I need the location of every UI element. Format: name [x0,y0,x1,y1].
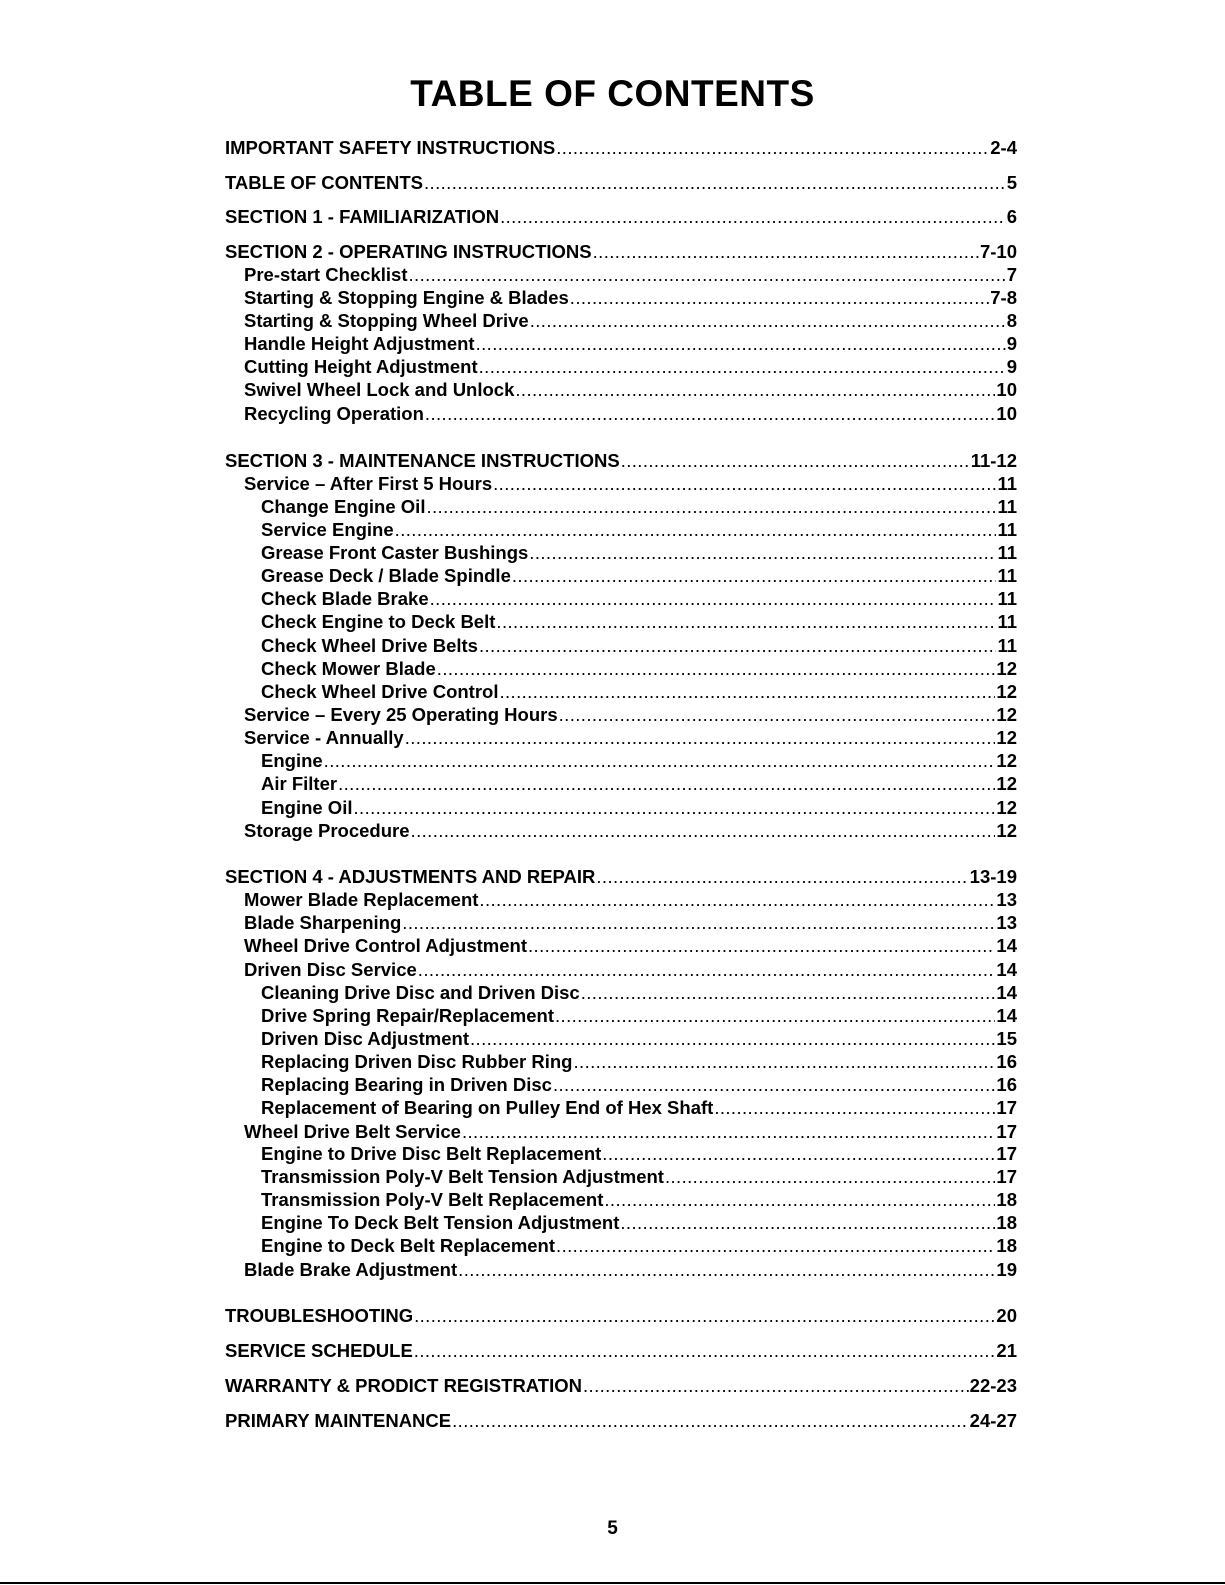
dot-leader [512,564,997,587]
dot-leader [583,1374,969,1397]
toc-entry [225,495,1017,518]
dot-leader [596,865,968,888]
toc-entry-title: Recycling Operation [244,403,424,424]
dot-leader [402,911,995,934]
toc-entry-title: Cleaning Drive Disc and Driven Disc [261,982,580,1003]
toc-entry-page: 11 [997,542,1017,563]
toc-entry-title: Swivel Wheel Lock and Unlock [244,379,515,400]
toc-entry [225,1004,1017,1027]
toc-entry-title: Starting & Stopping Wheel Drive [244,310,529,331]
toc-entry-page: 11 [997,519,1017,540]
dot-leader [581,981,996,1004]
toc-entry [225,1234,1017,1257]
toc-entry-title: Engine To Deck Belt Tension Adjustment [261,1212,620,1233]
toc-entry-page: 14 [996,959,1017,980]
dot-leader [479,634,996,657]
toc-entry-title: TROUBLESHOOTING [225,1305,414,1326]
toc-entry-page: 17 [996,1166,1017,1187]
toc-entry [225,634,1017,657]
toc-entry-title: Replacement of Bearing on Pulley End of Hex Shaft [261,1097,714,1118]
dot-leader [324,749,996,772]
toc-entry-page: 18 [996,1212,1017,1233]
dot-leader [414,1304,995,1327]
toc-entry-page: 18 [996,1189,1017,1210]
dot-leader [528,934,995,957]
toc-entry-title: Transmission Poly-V Belt Tension Adjustment [261,1166,664,1187]
toc-entry-title: SECTION 3 - MAINTENANCE INSTRUCTIONS [225,450,620,471]
toc-entry [225,865,1017,888]
dot-leader [530,309,1006,332]
toc-entry-title: Blade Brake Adjustment [244,1259,458,1280]
toc-entry-title: SECTION 4 - ADJUSTMENTS AND REPAIR [225,866,596,887]
toc-entry [225,309,1017,332]
toc-entry-title: TABLE OF CONTENTS [225,172,424,193]
toc-entry [225,1027,1017,1050]
toc-entry-page: 22-23 [969,1375,1017,1396]
toc-entry [225,402,1017,425]
dot-leader [430,587,997,610]
dot-leader [411,819,996,842]
toc-entry-page: 11 [997,496,1017,517]
dot-leader [424,171,1006,194]
dot-leader [556,1234,995,1257]
toc-entry-page: 13 [996,912,1017,933]
toc-entry-page: 12 [996,820,1017,841]
toc-entry [225,726,1017,749]
dot-leader [493,472,996,495]
toc-entry-page: 14 [996,982,1017,1003]
toc-entry-page: 21 [996,1340,1017,1361]
toc-entry-title: Engine [261,750,323,771]
dot-leader [437,657,996,680]
toc-entry [225,680,1017,703]
toc-entry-page: 13 [996,889,1017,910]
toc-entry [225,1188,1017,1211]
toc-entry-title: SERVICE SCHEDULE [225,1340,413,1361]
toc-entry-page: 11 [997,588,1017,609]
toc-entry-title: Service - Annually [244,727,404,748]
toc-entry [225,1339,1017,1362]
toc-entry-page: 12 [996,773,1017,794]
toc-entry-title: Grease Front Caster Bushings [261,542,529,563]
toc-entry-title: Driven Disc Adjustment [261,1028,469,1049]
toc-entry-title: Blade Sharpening [244,912,402,933]
toc-entry-page: 12 [996,750,1017,771]
toc-entry-title: Change Engine Oil [261,496,426,517]
toc-entry-title: Air Filter [261,773,338,794]
toc-entry [225,1211,1017,1234]
toc-entry-title: WARRANTY & PRODICT REGISTRATION [225,1375,582,1396]
bottom-border-line [0,1582,1225,1584]
toc-entry [225,1120,1017,1143]
toc-entry [225,1050,1017,1073]
toc-entry [225,888,1017,911]
toc-entry-page: 15 [996,1028,1017,1049]
dot-leader [405,726,996,749]
dot-leader [458,1258,995,1281]
toc-entry-page: 20 [996,1305,1017,1326]
toc-entry-page: 9 [1006,333,1017,354]
toc-entry-page: 2-4 [990,137,1017,158]
toc-entry-title: Mower Blade Replacement [244,889,479,910]
toc-entry-page: 18 [996,1235,1017,1256]
toc-entry-page: 9 [1006,356,1017,377]
toc-entry-title: Handle Height Adjustment [244,333,475,354]
toc-entry [225,1258,1017,1281]
toc-entry-page: 17 [996,1143,1017,1164]
dot-leader [602,1142,995,1165]
dot-leader [621,449,970,472]
dot-leader [338,772,995,795]
dot-leader [573,1050,995,1073]
toc-entry-title: SECTION 2 - OPERATING INSTRUCTIONS [225,241,592,262]
toc-entry-title: Engine to Drive Disc Belt Replacement [261,1143,602,1164]
dot-leader [559,703,996,726]
toc-entry-title: Engine to Deck Belt Replacement [261,1235,556,1256]
dot-leader [462,1120,995,1143]
dot-leader [499,680,995,703]
toc-entry-page: 14 [996,935,1017,956]
toc-entry-page: 11-12 [970,450,1017,471]
dot-leader [452,1409,969,1432]
dot-leader [500,205,1006,228]
toc-entry [225,749,1017,772]
dot-leader [556,136,989,159]
dot-leader [555,1004,995,1027]
toc-entry [225,541,1017,564]
toc-entry [225,263,1017,286]
toc-entry-page: 10 [996,379,1017,400]
dot-leader [570,286,989,309]
toc-entry-title: Check Wheel Drive Belts [261,635,478,656]
toc-entry-title: Service – Every 25 Operating Hours [244,704,558,725]
toc-entry-title: Check Wheel Drive Control [261,681,499,702]
toc-entry-title: Drive Spring Repair/Replacement [261,1005,555,1026]
dot-leader [426,495,996,518]
toc-entry [225,518,1017,541]
toc-entry-page: 24-27 [969,1410,1017,1431]
toc-entry [225,958,1017,981]
toc-entry [225,772,1017,795]
toc-entry [225,1409,1017,1432]
toc-entry [225,796,1017,819]
toc-entry [225,934,1017,957]
dot-leader [593,240,979,263]
dot-leader [408,263,1005,286]
toc-entry [225,819,1017,842]
toc-entry-title: IMPORTANT SAFETY INSTRUCTIONS [225,137,556,158]
toc-entry-title: Service Engine [261,519,394,540]
toc-entry [225,286,1017,309]
toc-entry-page: 12 [996,658,1017,679]
toc-entry-page: 11 [997,635,1017,656]
toc-entry [225,1142,1017,1165]
toc-entry-page: 16 [996,1051,1017,1072]
toc-entry [225,1374,1017,1397]
toc-entry-title: Starting & Stopping Engine & Blades [244,287,569,308]
toc-entry-title: Grease Deck / Blade Spindle [261,565,511,586]
dot-leader [353,796,995,819]
toc-entry [225,1165,1017,1188]
toc-entry-page: 6 [1006,206,1017,227]
toc-entry-title: Storage Procedure [244,820,410,841]
toc-entry [225,240,1017,263]
page-title: TABLE OF CONTENTS [410,73,815,114]
toc-entry-title: PRIMARY MAINTENANCE [225,1410,452,1431]
dot-leader [425,402,996,425]
toc-entry-title: Engine Oil [261,797,353,818]
dot-leader [496,610,996,633]
toc-entry-page: 17 [996,1097,1017,1118]
toc-entry-title: Check Engine to Deck Belt [261,611,496,632]
dot-leader [529,541,996,564]
toc-entry-title: Driven Disc Service [244,959,417,980]
toc-entry-page: 10 [996,403,1017,424]
toc-entry-page: 7-10 [979,241,1017,262]
dot-leader [470,1027,995,1050]
dot-leader [418,958,996,981]
page-number: 5 [607,1518,618,1539]
toc-entry-page: 19 [996,1259,1017,1280]
toc-entry-page: 16 [996,1074,1017,1095]
toc-entry-page: 11 [997,473,1017,494]
toc-entry-page: 7-8 [990,287,1017,308]
dot-leader [604,1188,995,1211]
toc-entry-title: Wheel Drive Control Adjustment [244,935,528,956]
toc-entry [225,564,1017,587]
toc-entry-page: 7 [1006,264,1017,285]
toc-entry-title: Wheel Drive Belt Service [244,1121,461,1142]
toc-entry [225,703,1017,726]
dot-leader [479,355,1006,378]
toc-entry [225,355,1017,378]
toc-entry-page: 11 [997,611,1017,632]
dot-leader [620,1211,995,1234]
toc-entry-title: SECTION 1 - FAMILIARIZATION [225,206,500,227]
toc-entry [225,981,1017,1004]
toc-entry [225,1073,1017,1096]
dot-leader [515,378,995,401]
toc-entry [225,911,1017,934]
toc-entry [225,136,1017,159]
toc-entry [225,1304,1017,1327]
dot-leader [476,332,1006,355]
toc-entry [225,657,1017,680]
toc-entry [225,449,1017,472]
toc-entry-page: 17 [996,1121,1017,1142]
toc-entry-title: Cutting Height Adjustment [244,356,478,377]
dot-leader [479,888,995,911]
toc-entry-page: 8 [1006,310,1017,331]
dot-leader [665,1165,995,1188]
dot-leader [414,1339,996,1362]
toc-entry [225,171,1017,194]
toc-entry-page: 13-19 [969,866,1017,887]
toc-entry-page: 14 [996,1005,1017,1026]
toc-entry-title: Pre-start Checklist [244,264,408,285]
toc-entry-page: 11 [997,565,1017,586]
toc-entry-title: Service – After First 5 Hours [244,473,493,494]
toc-entry [225,1096,1017,1119]
toc-entry-title: Transmission Poly-V Belt Replacement [261,1189,604,1210]
toc-entry-page: 12 [996,704,1017,725]
dot-leader [553,1073,995,1096]
toc-entry [225,332,1017,355]
toc-entry-page: 12 [996,797,1017,818]
toc-entry-page: 12 [996,681,1017,702]
toc-entry-title: Check Mower Blade [261,658,436,679]
toc-entry-page: 5 [1006,172,1017,193]
toc-entry [225,472,1017,495]
dot-leader [714,1096,995,1119]
toc-entry [225,610,1017,633]
toc-entry [225,378,1017,401]
toc-entry-page: 12 [996,727,1017,748]
toc-entry [225,205,1017,228]
toc-entry-title: Replacing Bearing in Driven Disc [261,1074,552,1095]
toc-entry-title: Replacing Driven Disc Rubber Ring [261,1051,573,1072]
dot-leader [395,518,997,541]
toc-entry-title: Check Blade Brake [261,588,429,609]
toc-entry [225,587,1017,610]
